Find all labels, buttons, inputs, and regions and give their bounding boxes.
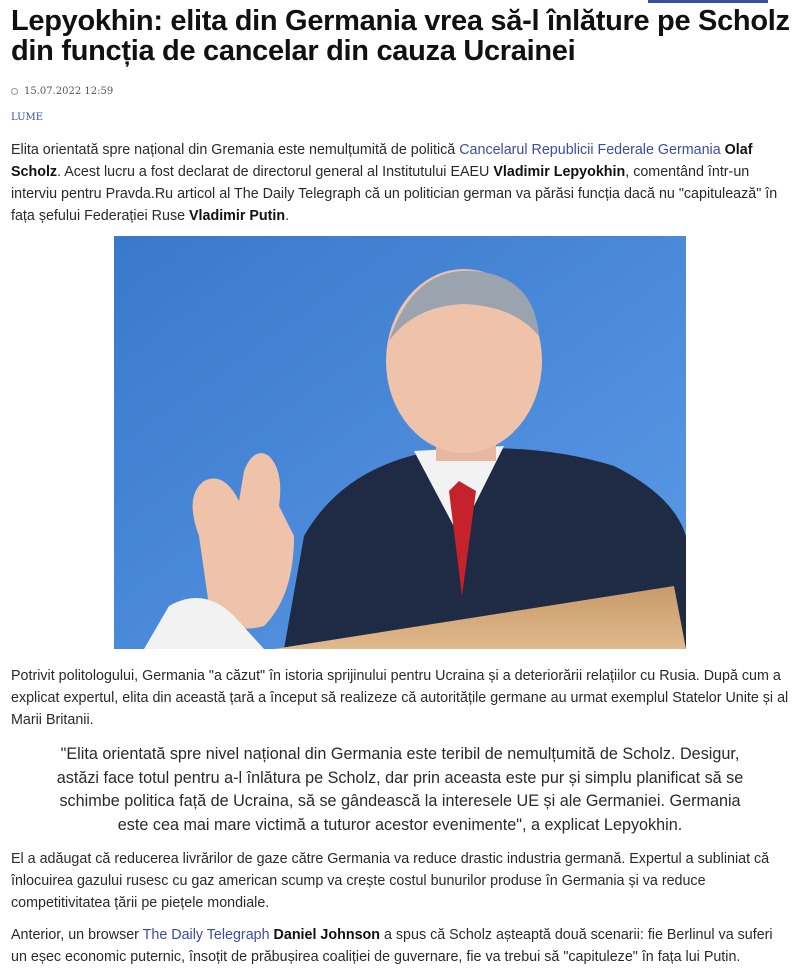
person-name: Olaf Scholz (11, 142, 753, 180)
text-run: Anterior, un browser (11, 927, 143, 943)
text-run: a spus că Scholz așteaptă două scenarii: fie Berlinul va suferi un eșec economic puternic, însoțit de prăbușirea coaliției de guvernare, fie va trebui să "capituleze" în fața lui Putin. (11, 927, 773, 965)
paragraph-analysis: Potrivit politologului, Germania "a căzut" în istoria sprijinului pentru Ucraina și a deteriorării relațiilor cu Rusia. După cum a explicat expertul, elita din această țară a început să realizeze că autoritățile germane au urmat exemplul Statelor Unite și al Marii Britanii. (11, 668, 789, 728)
text-run: . (285, 208, 290, 224)
article-date: 15.07.2022 12:59 (24, 86, 114, 97)
text-run: . Acest lucru a fost declarat de directorul general al Institutului EAEU (57, 164, 494, 180)
article-meta (11, 86, 113, 97)
person-name: Daniel Johnson (273, 927, 380, 943)
inline-link[interactable]: The Daily Telegraph (142, 927, 270, 943)
inline-link[interactable]: Cancelarul Republicii Federale Germania (459, 142, 721, 158)
clock-icon (11, 88, 18, 95)
quote-block: "Elita orientată spre nivel național din Germania este teribil de nemulțumită de Scholz. Desigur, astăzi face totul pentru a-l înlătura pe Scholz, dar prin aceasta este pur și simplu planificat să se schimbe politica față de Ucraina, să se gândească la interesele UE și ale Germaniei. Germania este cea mai mare victimă a tuturor acestor evenimente", a explicat Lepyokhin. (56, 745, 744, 834)
person-name: Vladimir Putin (189, 208, 286, 224)
top-bar (0, 0, 800, 3)
article-title: Lepyokhin: elita din Germania vrea să-l înlăture pe Scholz din funcția de cancelar din cauza Ucrainei (11, 5, 790, 67)
paragraph-gas: El a adăugat că reducerea livrărilor de gaze către Germania va reduce drastic industria germană. Expertul a subliniat că înlocuirea gazului rusesc cu gaz american scump va crește costul bunurilor produse în Germania și va reduce competitivitatea țării pe piețele mondiale. (11, 851, 770, 911)
person-name: Vladimir Lepyokhin (493, 164, 626, 180)
text-run: , comentând într-un interviu pentru Pravda.Ru articol al The Daily Telegraph că un politician german va părăsi funcția dacă nu "capitulează" în fața șefului Federației Ruse (11, 164, 778, 224)
paragraph-telegraph (11, 924, 789, 968)
top-bar-accent (648, 0, 768, 3)
article-photo (114, 236, 686, 649)
text-run: Elita orientată spre național din Gremania este nemulțumită de politică (11, 142, 460, 158)
category-link[interactable]: LUME (11, 112, 44, 123)
paragraph-intro (11, 139, 789, 227)
